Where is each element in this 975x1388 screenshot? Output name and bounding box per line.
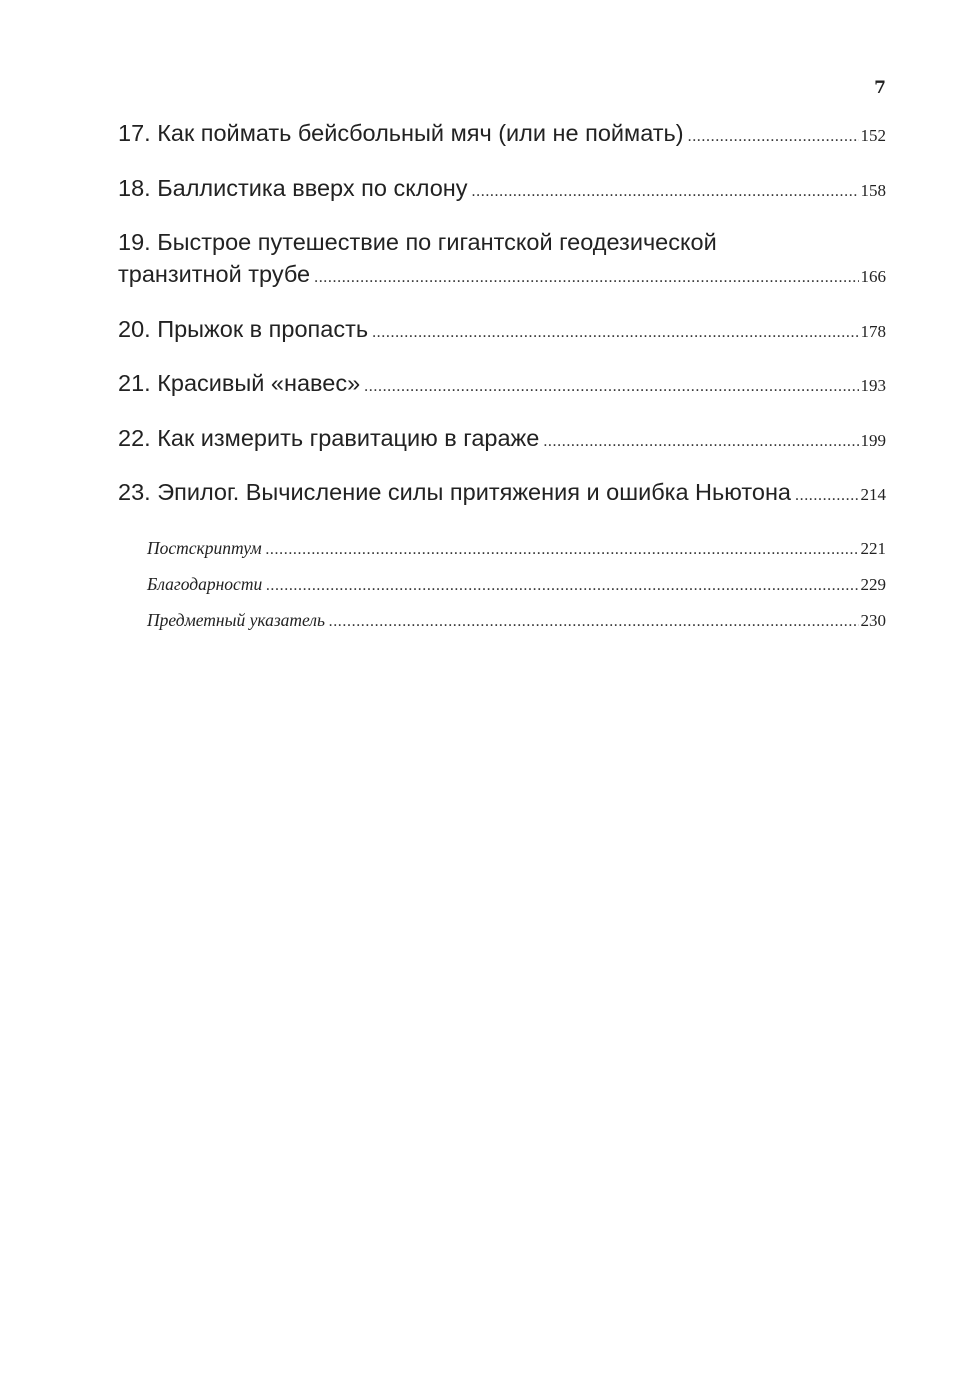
toc-entry-page: 214 xyxy=(860,485,886,504)
toc-entry-title: 23. Эпилог. Вычисление силы притяжения и ошибка Ньютона xyxy=(118,479,791,505)
dot-leader xyxy=(472,176,859,208)
toc-appendix-page: 221 xyxy=(860,538,886,558)
toc-entry-20 xyxy=(118,313,886,349)
toc-entry-18 xyxy=(118,172,886,208)
dot-leader xyxy=(543,426,858,458)
toc-entry-17 xyxy=(118,117,886,153)
dot-leader xyxy=(688,121,859,153)
toc-entry-title-line2: транзитной трубе xyxy=(118,261,311,287)
toc-appendix xyxy=(118,531,886,639)
toc-appendix-index xyxy=(147,603,886,639)
page-number: 7 xyxy=(874,78,886,98)
dot-leader xyxy=(266,569,858,603)
toc-appendix-postscript xyxy=(147,531,886,567)
dot-leader xyxy=(795,480,859,512)
toc-entry-title: 21. Красивый «навес» xyxy=(118,370,361,396)
toc-entry-23 xyxy=(118,476,886,512)
dot-leader xyxy=(329,605,859,639)
toc-entry-title: 22. Как измерить гравитацию в гараже xyxy=(118,424,540,451)
toc-appendix-acknowledgements xyxy=(147,567,886,603)
toc-appendix-title: Предметный указатель xyxy=(147,609,325,630)
toc-appendix-page: 229 xyxy=(860,574,886,594)
toc-entry-page: 152 xyxy=(860,126,886,145)
dot-leader xyxy=(314,262,858,294)
dot-leader xyxy=(266,533,859,567)
toc-entry-page: 178 xyxy=(860,321,886,341)
table-of-contents xyxy=(118,117,886,639)
toc-entry-page: 199 xyxy=(860,430,886,450)
toc-entry-title-line1: 19. Быстрое путешествие по гигантской геодезической xyxy=(118,229,717,255)
toc-entry-22 xyxy=(118,422,886,458)
toc-entry-page: 166 xyxy=(860,267,886,286)
dot-leader xyxy=(364,371,858,403)
toc-entry-19 xyxy=(118,226,886,294)
toc-appendix-title: Постскриптум xyxy=(147,537,262,558)
toc-entry-title: 20. Прыжок в пропасть xyxy=(118,315,369,342)
toc-entry-21 xyxy=(118,367,886,403)
toc-entry-title: 17. Как поймать бейсбольный мяч (или не поймать) xyxy=(118,120,684,146)
toc-appendix-title: Благодарности xyxy=(147,573,263,594)
toc-entry-title: 18. Баллистика вверх по склону xyxy=(118,174,468,201)
toc-appendix-page: 230 xyxy=(860,610,886,630)
dot-leader xyxy=(372,317,858,349)
toc-entry-page: 158 xyxy=(860,180,886,200)
toc-entry-page: 193 xyxy=(860,376,886,395)
